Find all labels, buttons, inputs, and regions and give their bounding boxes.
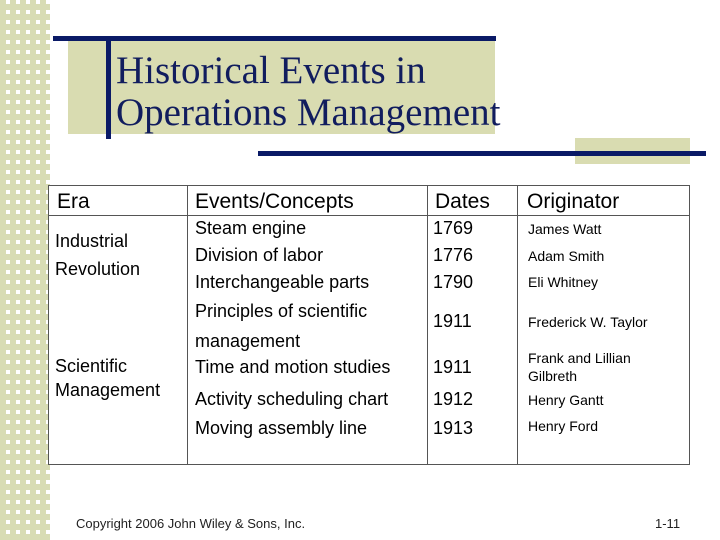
date-cell: 1911	[433, 357, 472, 377]
event-cell: Moving assembly line	[195, 418, 368, 438]
event-cell: Interchangeable parts	[195, 272, 370, 292]
originator-cell-line1: Frank and Lillian	[528, 350, 631, 366]
originator-cell: Adam Smith	[528, 248, 605, 264]
header-dates: Dates	[435, 190, 490, 213]
title-bar-left	[106, 36, 111, 139]
date-cell: 1769	[433, 218, 474, 238]
header-era: Era	[57, 190, 90, 213]
originator-cell: James Watt	[528, 221, 602, 237]
era-industrial	[55, 227, 140, 283]
header-events: Events/Concepts	[195, 190, 354, 213]
originator-cell: Henry Ford	[528, 418, 599, 434]
header-originator: Originator	[527, 190, 620, 213]
originator-cell	[528, 349, 631, 385]
copyright-footer: Copyright 2006 John Wiley & Sons, Inc.	[76, 516, 306, 531]
originator-cell: Henry Gantt	[528, 392, 604, 408]
originator-cell-line2: Gilbreth	[528, 368, 578, 384]
originator-cell: Eli Whitney	[528, 274, 599, 290]
title-line-1: Historical Events in	[116, 49, 426, 92]
era-scientific-line1: Scientific	[55, 356, 128, 376]
era-industrial-line2: Revolution	[55, 259, 141, 279]
originator-cell: Frederick W. Taylor	[528, 314, 648, 330]
era-industrial-line1: Industrial	[55, 231, 129, 251]
event-cell: Steam engine	[195, 218, 307, 238]
era-scientific	[55, 354, 160, 402]
title-bar-top	[53, 36, 496, 41]
event-cell	[195, 296, 367, 356]
column-divider	[427, 186, 428, 464]
event-cell-line1: Principles of scientific	[195, 301, 368, 321]
date-cell: 1776	[433, 245, 474, 265]
column-divider	[187, 186, 188, 464]
column-divider	[517, 186, 518, 464]
date-cell: 1790	[433, 272, 474, 292]
event-cell: Activity scheduling chart	[195, 389, 389, 409]
title-bar-bottom	[258, 151, 706, 156]
date-cell: 1911	[433, 311, 472, 331]
era-scientific-line2: Management	[55, 380, 161, 400]
event-cell: Time and motion studies	[195, 357, 391, 377]
checker-pattern	[0, 0, 50, 540]
date-cell: 1912	[433, 389, 474, 409]
event-cell-line2: management	[195, 331, 301, 351]
date-cell: 1913	[433, 418, 474, 438]
events-table	[48, 185, 690, 465]
page-number: 1-11	[655, 516, 681, 531]
header-divider	[49, 215, 689, 216]
slide-title	[116, 50, 500, 134]
title-line-2: Operations Management	[116, 91, 501, 134]
event-cell: Division of labor	[195, 245, 324, 265]
